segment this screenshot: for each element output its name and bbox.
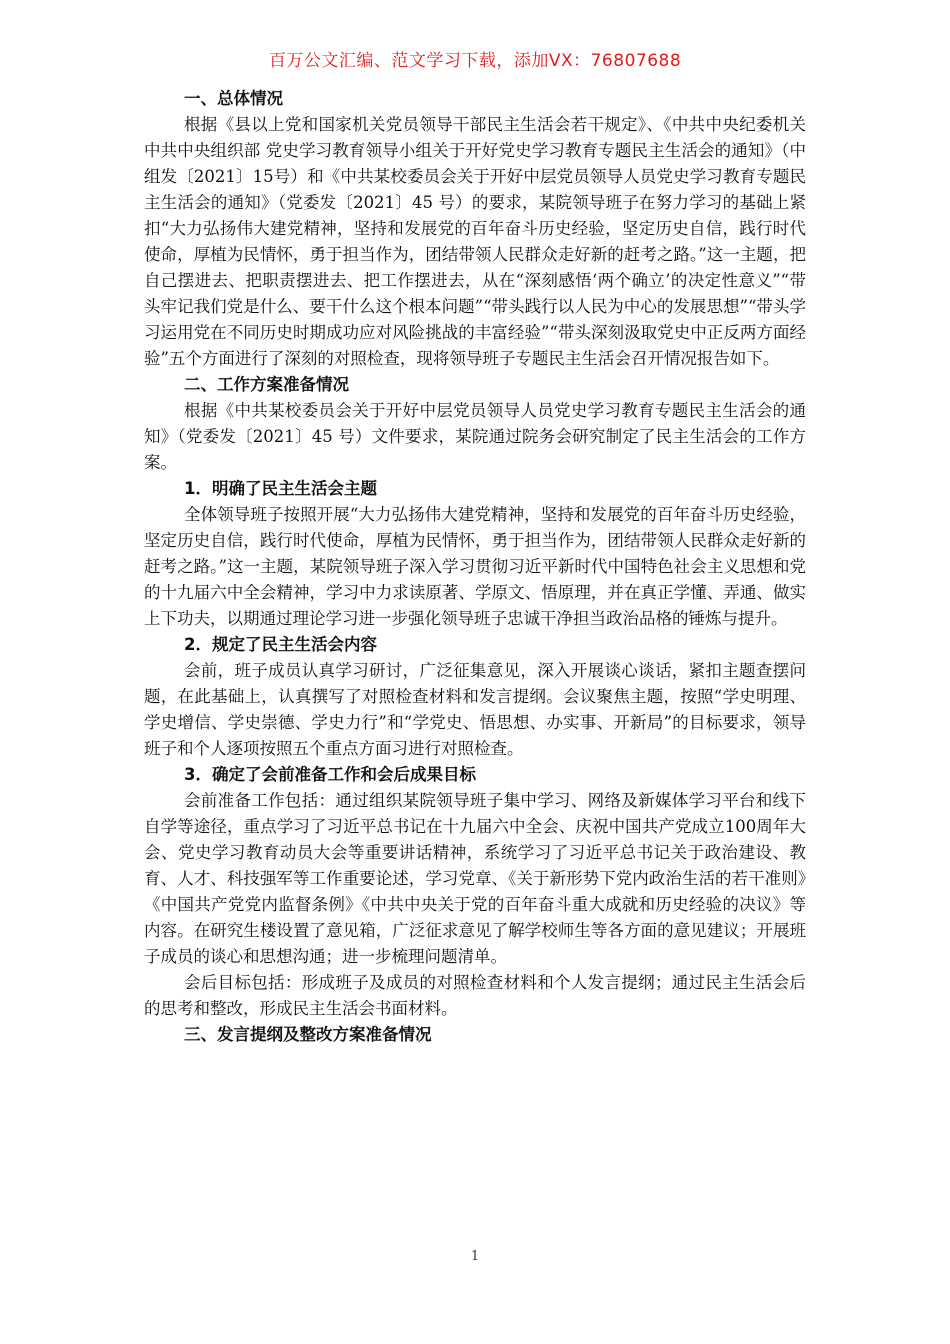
section-heading-speech-outline: 三、发言提纲及整改方案准备情况: [184, 1025, 432, 1044]
paragraph-preparation: 会前准备工作包括：通过组织某院领导班子集中学习、网络及新媒体学习平台和线下自学等途径，重点学习了习近平总书记在十九届六中全会、庆祝中国共产党成立100周年大会、党史学习教育动员大会等重要讲话精神，系统学习了习近平总书记关于政治建设、教育、人才、科技强军等工作重要论述，学习党章、《关于新形势下党内政治生活的若干准则》《中国共产党党内监督条例》《中共中央关于党的百年奋斗重大成就和历史经验的决议》等内容。在研究生楼设置了意见箱，广泛征求意见了解学校师生等各方面的意见建议；开展班子成员的谈心和思想沟通；进一步梳理问题清单。: [144, 791, 806, 966]
subheading-content: 2．规定了民主生活会内容: [184, 635, 377, 654]
subheading-preparation: 3．确定了会前准备工作和会后成果目标: [184, 765, 476, 784]
paragraph-overview: 根据《县以上党和国家机关党员领导干部民主生活会若干规定》、《中共中央纪委机关 中共中央组织部 党史学习教育领导小组关于开好党史学习教育专题民主生活会的通知》（中组发〔2021〕15号）和《中共某校委员会关于开好中层党员领导人员党史学习教育专题民主生活会的通知》（党委发〔2021〕45 号）的要求，某院领导班子在努力学习的基础上紧扣“大力弘扬伟大建党精神，坚持和发展党的百年奋斗历史经验，坚定历史自信，践行时代使命，厚植为民情怀，勇于担当作为，团结带领人民群众走好新的赶考之路。”这一主题，把自己摆进去、把职责摆进去、把工作摆进去，从在“深刻感悟‘两个确立’的决定性意义”“带头牢记我们党是什么、要干什么这个根本问题”“带头践行以人民为中心的发展思想”“带头学习运用党在不同历史时期成功应对风险挑战的丰富经验”“带头深刻汲取党史中正反两方面经验”五个方面进行了深刻的对照检查，现将领导班子专题民主生活会召开情况报告如下。: [144, 115, 823, 368]
paragraph-goals: 会后目标包括：形成班子及成员的对照检查材料和个人发言提纲；通过民主生活会后的思考和整改，形成民主生活会书面材料。: [144, 973, 806, 1018]
paragraph-content: 会前，班子成员认真学习研讨，广泛征集意见，深入开展谈心谈话，紧扣主题查摆问题，在此基础上，认真撰写了对照检查材料和发言提纲。会议聚焦主题，按照“学史明理、学史增信、学史崇德、学史力行”和“学党史、悟思想、办实事、开新局”的目标要求，领导班子和个人逐项按照五个重点方面习进行对照检查。: [144, 661, 806, 758]
promo-banner: 百万公文汇编、范文学习下载，添加VX：76807688: [268, 51, 682, 71]
section-heading-overview: 一、总体情况: [184, 89, 283, 108]
subheading-theme: 1．明确了民主生活会主题: [184, 479, 377, 498]
paragraph-work-plan: 根据《中共某校委员会关于开好中层党员领导人员党史学习教育专题民主生活会的通知》（党委发〔2021〕45 号）文件要求，某院通过院务会研究制定了民主生活会的工作方案。: [144, 401, 806, 472]
section-heading-work-plan: 二、工作方案准备情况: [184, 375, 349, 394]
page-number: 1: [470, 1249, 480, 1264]
paragraph-theme: 全体领导班子按照开展“大力弘扬伟大建党精神，坚持和发展党的百年奋斗历史经验，坚定历史自信，践行时代使命，厚植为民情怀，勇于担当作为，团结带领人民群众走好新的赶考之路。”这一主题，某院领导班子深入学习贯彻习近平新时代中国特色社会主义思想和党的十九届六中全会精神，学习中力求读原著、学原文、悟原理，并在真正学懂、弄通、做实上下功夫，以期通过理论学习进一步强化领导班子忠诚干净担当政治品格的锤炼与提升。: [144, 505, 806, 628]
document-body: [144, 86, 823, 1048]
